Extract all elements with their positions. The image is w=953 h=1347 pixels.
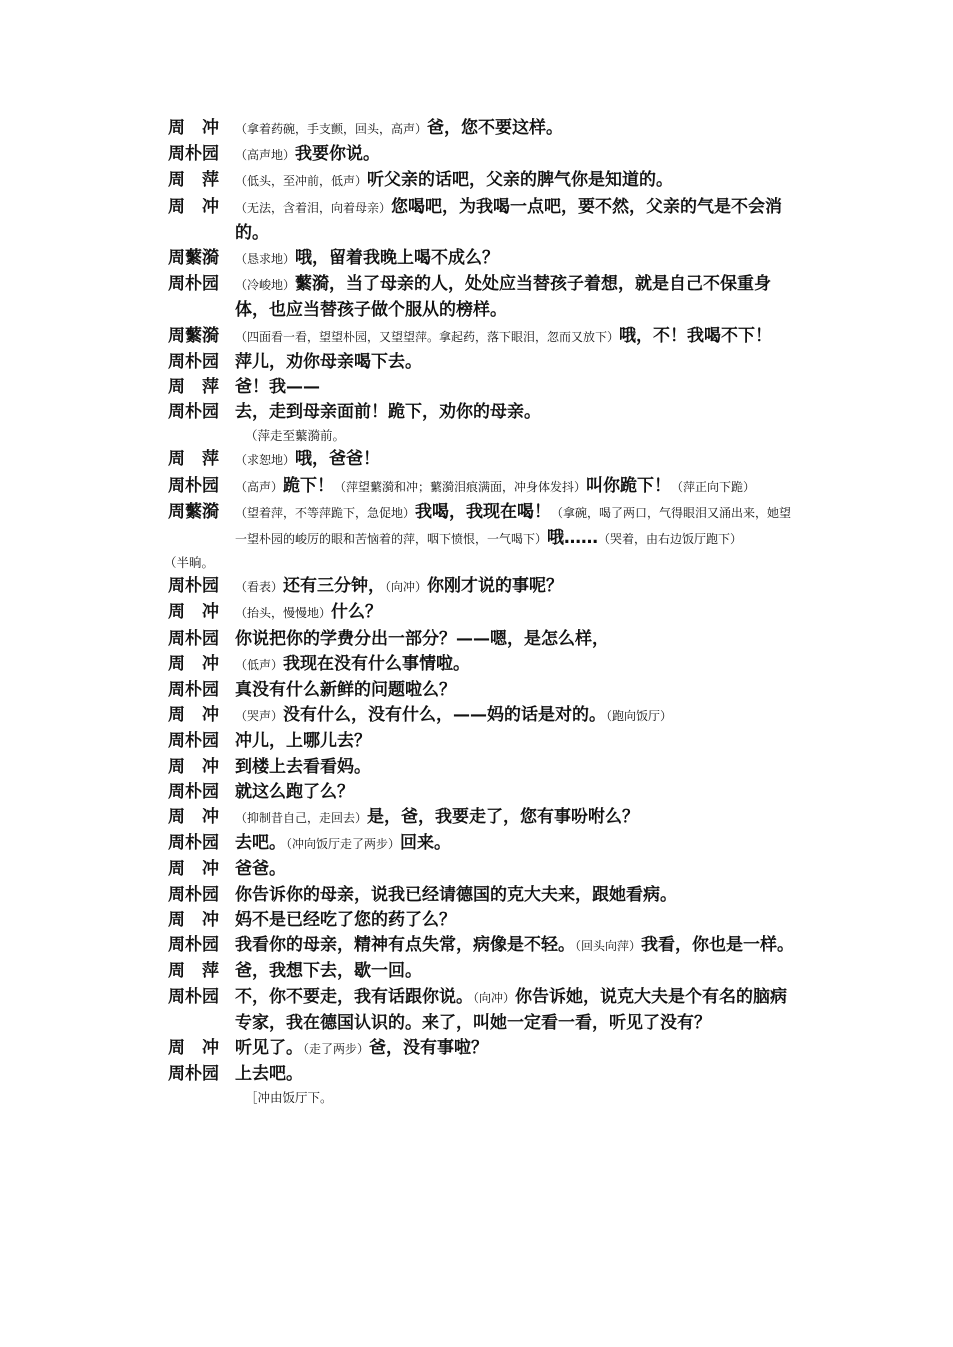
- speaker-name: 周 冲: [168, 196, 219, 217]
- dialogue-line: [168, 678, 798, 703]
- dialogue-text: 去吧。: [235, 833, 286, 854]
- speech: [235, 500, 798, 552]
- speaker-name: 周朴园: [168, 576, 219, 597]
- dialogue-text: 妈不是已经吃了您的药了么？: [235, 909, 456, 930]
- dialogue-text: 上去吧。: [235, 1064, 303, 1085]
- dialogue-line: [168, 1036, 798, 1062]
- speech: [235, 600, 798, 626]
- speaker-name: 周 冲: [168, 859, 219, 880]
- speech: [235, 755, 798, 780]
- dialogue-line: [168, 908, 798, 933]
- speech: [235, 195, 798, 246]
- dialogue-line: [168, 959, 798, 984]
- dialogue-text: 您喝吧，为我喝一点吧，要不然，父亲的气是不会消的。: [235, 196, 783, 243]
- speech: [235, 574, 798, 600]
- speaker-name: 周 冲: [168, 1037, 219, 1058]
- dialogue-text: 我要你说。: [295, 144, 381, 165]
- speech: [235, 142, 798, 168]
- speech: [235, 324, 798, 350]
- dialogue-text: 没有什么，没有什么，——妈的话是对的。: [283, 705, 607, 726]
- speaker-name: 周 萍: [168, 170, 219, 191]
- speaker-name: 周蘩漪: [168, 325, 219, 346]
- speaker-name: 周朴园: [168, 351, 219, 372]
- dialogue-text: 爸爸。: [235, 859, 286, 880]
- stage-direction: （哭着，由右边饭厅跑下）: [598, 532, 743, 547]
- dialogue-line: [168, 272, 798, 323]
- dialogue-line: [168, 729, 798, 754]
- stage-direction: （无法，含着泪，向着母亲）: [235, 200, 392, 215]
- speaker-name: 周 冲: [168, 909, 219, 930]
- speech: [235, 474, 798, 500]
- dialogue-text: 到楼上去看看妈。: [235, 756, 371, 777]
- stage-direction: （高声）: [235, 479, 284, 494]
- stage-direction: （抑制昔自己，走回去）: [235, 811, 368, 826]
- speech: [235, 831, 798, 857]
- speaker-name: 周朴园: [168, 1064, 219, 1085]
- dialogue-line: [168, 400, 798, 425]
- dialogue-text: 真没有什么新鲜的问题啦么？: [235, 680, 456, 701]
- stage-direction: （萍正向下跪）: [671, 479, 756, 494]
- stage-direction: （四面看一看，望望朴园，又望望萍。拿起药，落下眼泪，忽而又放下）: [235, 329, 620, 344]
- stage-direction: （回头向萍）: [575, 939, 642, 954]
- dialogue-text: 哦，留着我晚上喝不成么？: [295, 248, 500, 269]
- stage-direction: （看表）: [235, 580, 284, 595]
- dialogue-line: [168, 574, 798, 600]
- play-script: [164, 116, 798, 1109]
- stage-direction: （恳求地）: [235, 252, 296, 267]
- speaker-name: 周朴园: [168, 781, 219, 802]
- stage-direction: （高声地）: [235, 148, 296, 163]
- dialogue-text: 你告诉她，说克大夫是个有名的脑病专家，我在德国认识的。来了，叫她一定看一看，听见了没有？: [235, 986, 788, 1033]
- speaker-name: 周朴园: [168, 986, 219, 1007]
- dialogue-line: [168, 375, 798, 400]
- dialogue-text: 回来。: [400, 833, 452, 854]
- speaker-name: 周 冲: [168, 807, 219, 828]
- speaker-name: 周朴园: [168, 833, 219, 854]
- speaker-name: 周朴园: [168, 274, 219, 295]
- dialogue-line: [168, 933, 798, 959]
- dialogue-line: [168, 780, 798, 805]
- speech: [235, 857, 798, 882]
- speech: [235, 627, 798, 652]
- dialogue-text: 你说把你的学费分出一部分？——嗯，是怎么样，: [235, 628, 609, 649]
- speaker-name: 周朴园: [168, 628, 219, 649]
- speaker-name: 周朴园: [168, 402, 219, 423]
- speech: [235, 959, 798, 984]
- stage-direction-line: （半晌。: [164, 555, 215, 571]
- speaker-name: 周 萍: [168, 377, 219, 398]
- stage-direction: （冷峻地）: [235, 278, 296, 293]
- dialogue-text: 萍儿，劝你母亲喝下去。: [235, 351, 422, 372]
- stage-direction-line: ［冲由饭厅下。: [245, 1090, 333, 1106]
- speech: [235, 703, 798, 729]
- speech: [235, 246, 798, 272]
- speech: [235, 375, 798, 400]
- dialogue-text: 不，你不要走，我有话跟你说。: [235, 986, 473, 1007]
- dialogue-line: [168, 857, 798, 882]
- dialogue-text: 哦，不！我喝不下！: [619, 325, 773, 346]
- speaker-name: 周 萍: [168, 961, 219, 982]
- dialogue-text: 就这么跑了么？: [235, 781, 354, 802]
- speaker-name: 周朴园: [168, 144, 219, 165]
- speech: [235, 933, 798, 959]
- speech: [235, 729, 798, 754]
- dialogue-line: [168, 195, 798, 246]
- speech: [235, 908, 798, 933]
- speech: [235, 272, 798, 323]
- speech: [235, 168, 798, 194]
- dialogue-text: 我现在没有什么事情啦。: [283, 653, 471, 674]
- dialogue-text: 你刚才说的事呢？: [427, 576, 564, 597]
- dialogue-text: 还有三分钟，: [283, 576, 386, 597]
- dialogue-text: 你告诉你的母亲，说我已经请德国的克大夫来，跟她看病。: [235, 884, 677, 905]
- speaker-name: 周朴园: [168, 475, 219, 496]
- speech: [235, 116, 798, 142]
- dialogue-text: 哦……: [547, 528, 599, 549]
- stage-direction: （跑向饭厅）: [606, 709, 673, 724]
- dialogue-line: [168, 447, 798, 473]
- dialogue-line: [168, 627, 798, 652]
- dialogue-line: [168, 600, 798, 626]
- stage-direction: （向冲）: [473, 990, 516, 1005]
- dialogue-line: [168, 142, 798, 168]
- dialogue-text: 爸，我想下去，歇一回。: [235, 961, 422, 982]
- dialogue-line: [168, 168, 798, 194]
- stage-direction: （望着萍，不等萍跪下，急促地）: [235, 505, 416, 520]
- dialogue-line: [168, 246, 798, 272]
- stage-direction: （萍望蘩漪和冲；蘩漪泪痕满面，冲身体发抖）: [334, 479, 587, 494]
- speaker-name: 周 冲: [168, 118, 219, 138]
- speaker-name: 周蘩漪: [168, 501, 219, 522]
- speech: [235, 678, 798, 703]
- speech: [235, 400, 798, 425]
- dialogue-text: 跪下！: [283, 475, 335, 496]
- dialogue-text: 我喝，我现在喝！: [415, 501, 552, 522]
- dialogue-text: 爸！我——: [235, 377, 320, 398]
- speech: [235, 780, 798, 805]
- stage-direction: （走了两步）: [303, 1041, 370, 1056]
- dialogue-line: [168, 703, 798, 729]
- dialogue-line: [168, 831, 798, 857]
- speaker-name: 周朴园: [168, 680, 219, 701]
- speech: [235, 1036, 798, 1062]
- dialogue-line: [168, 1062, 798, 1087]
- stage-direction: （拿碗，喝了两口，气得眼泪又涌出来，她望一望朴园的峻厉的眼和苦恼着的萍，咽下愤恨，一气喝下）: [235, 505, 792, 547]
- stage-direction: （抬头，慢慢地）: [235, 606, 332, 621]
- dialogue-line: [168, 500, 798, 552]
- dialogue-line: [168, 755, 798, 780]
- dialogue-line: [168, 985, 798, 1036]
- stage-direction: （低声）: [235, 657, 284, 672]
- dialogue-text: 我看，你也是一样。: [641, 935, 795, 956]
- speaker-name: 周蘩漪: [168, 248, 219, 269]
- stage-direction: （向冲）: [385, 580, 428, 595]
- speech: [235, 447, 798, 473]
- speech: [235, 985, 798, 1036]
- dialogue-line: [168, 474, 798, 500]
- stage-direction: （拿着药碗，手支颤，回头，高声）: [235, 122, 428, 136]
- speaker-name: 周朴园: [168, 935, 219, 956]
- dialogue-text: 去，走到母亲面前！跪下，劝你的母亲。: [235, 402, 541, 423]
- dialogue-text: 爸，没有事啦？: [369, 1037, 489, 1058]
- dialogue-text: 听父亲的话吧，父亲的脾气你是知道的。: [367, 170, 674, 191]
- speaker-name: 周 冲: [168, 705, 219, 726]
- speech: [235, 805, 798, 831]
- dialogue-text: 我看你的母亲，精神有点失常，病像是不轻。: [235, 935, 575, 956]
- speech: [235, 652, 798, 678]
- speech: [235, 1062, 798, 1087]
- speaker-name: 周朴园: [168, 884, 219, 905]
- stage-direction: （低头，至冲前，低声）: [235, 174, 368, 189]
- dialogue-text: 蘩漪，当了母亲的人，处处应当替孩子着想，就是自己不保重身体，也应当替孩子做个服从的榜样。: [235, 274, 772, 321]
- dialogue-line: [168, 116, 798, 142]
- dialogue-text: 叫你跪下！: [586, 475, 672, 496]
- speech: [235, 883, 798, 908]
- speaker-name: 周 冲: [168, 756, 219, 777]
- dialogue-line: [168, 324, 798, 350]
- speaker-name: 周 冲: [168, 653, 219, 674]
- stage-direction-line: （萍走至蘩漪前。: [245, 428, 346, 444]
- stage-direction: （哭声）: [235, 709, 284, 724]
- speaker-name: 周朴园: [168, 731, 219, 752]
- dialogue-text: 爸，您不要这样。: [427, 118, 564, 138]
- stage-direction: （求恕地）: [235, 453, 296, 468]
- dialogue-line: [168, 652, 798, 678]
- speaker-name: 周 冲: [168, 602, 219, 623]
- dialogue-text: 听见了。: [235, 1037, 303, 1058]
- dialogue-text: 哦，爸爸！: [295, 449, 381, 470]
- dialogue-line: [168, 350, 798, 375]
- dialogue-text: 冲儿，上哪儿去？: [235, 731, 371, 752]
- dialogue-text: 什么？: [331, 602, 383, 623]
- stage-direction: （冲向饭厅走了两步）: [286, 837, 401, 852]
- dialogue-line: [168, 883, 798, 908]
- speaker-name: 周 萍: [168, 449, 219, 470]
- speech: [235, 350, 798, 375]
- dialogue-line: [168, 805, 798, 831]
- dialogue-text: 是，爸，我要走了，您有事吩咐么？: [367, 807, 640, 828]
